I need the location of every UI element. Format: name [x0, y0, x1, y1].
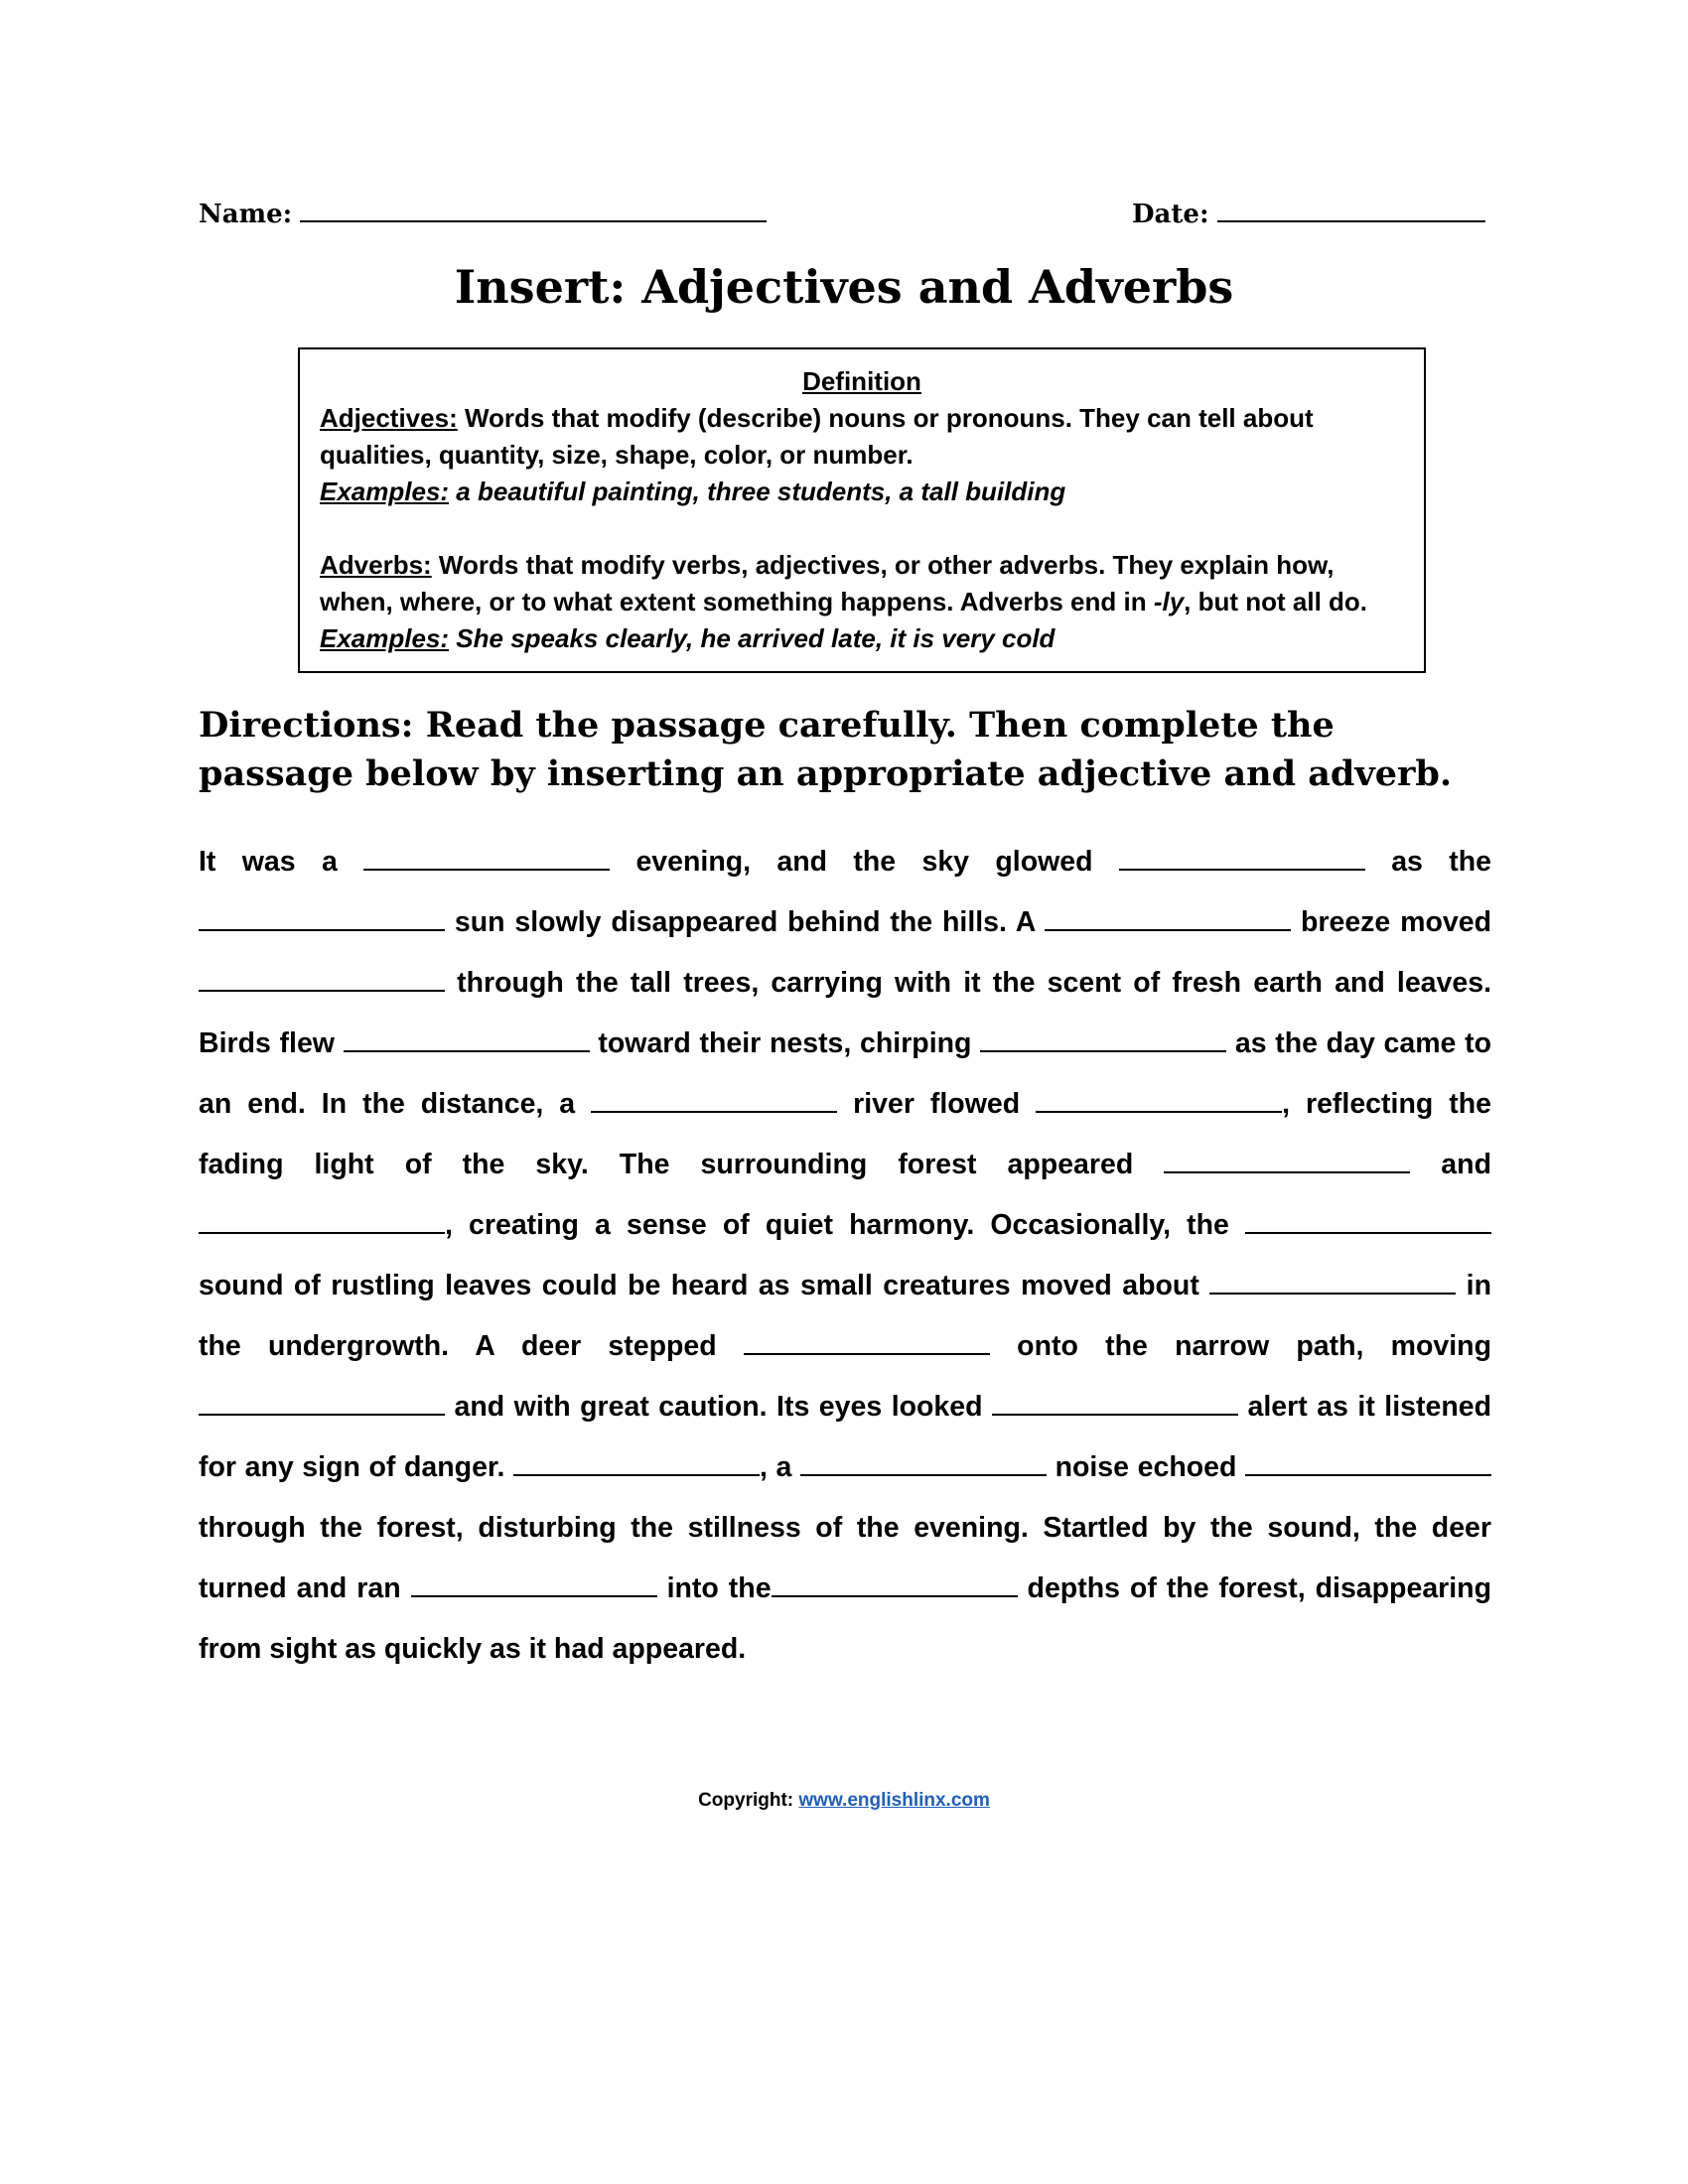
adjectives-examples — [320, 474, 1404, 510]
answer-blank[interactable] — [199, 1212, 445, 1234]
answer-blank[interactable] — [1119, 849, 1365, 871]
date-line[interactable] — [1217, 199, 1485, 222]
adverbs-definition — [320, 547, 1404, 620]
answer-blank[interactable] — [772, 1575, 1018, 1597]
answer-blank[interactable] — [199, 1394, 445, 1416]
copyright — [0, 1790, 1688, 1812]
answer-blank[interactable] — [1245, 1454, 1491, 1476]
answer-blank[interactable] — [591, 1091, 837, 1113]
passage — [199, 832, 1491, 1680]
passage-text: breeze moved — [1291, 906, 1492, 938]
answer-blank[interactable] — [199, 970, 445, 992]
definition-heading: Definition — [802, 366, 921, 396]
answer-blank[interactable] — [199, 909, 445, 931]
passage-text: toward their nests, chirping — [589, 1027, 981, 1059]
passage-text: alert as it listened for any sign of danger. — [199, 1391, 1491, 1483]
answer-blank[interactable] — [363, 849, 610, 871]
answer-blank[interactable] — [992, 1394, 1238, 1416]
passage-text: onto the narrow path, moving — [989, 1330, 1491, 1362]
definition-box — [298, 347, 1426, 673]
date-field[interactable] — [1132, 199, 1485, 229]
adverbs-examples-text: She speaks clearly, he arrived late, it is very cold — [449, 623, 1055, 653]
passage-text: , reflecting the fading light of the sky. The surrounding forest appeared — [199, 1088, 1491, 1180]
passage-text: as the day came to an end. In the distance, a — [199, 1027, 1491, 1120]
copyright-label: Copyright: — [698, 1790, 799, 1811]
date-label: Date: — [1132, 200, 1209, 229]
passage-text: into the — [656, 1572, 772, 1604]
passage-text: in the undergrowth. A deer stepped — [199, 1270, 1491, 1362]
adjectives-text: Words that modify (describe) nouns or pronouns. They can tell about qualities, quantity, size, shape, color, or number. — [320, 403, 1314, 470]
adjectives-examples-text: a beautiful painting, three students, a tall building — [449, 477, 1066, 506]
adjectives-definition — [320, 400, 1404, 474]
page-title: Insert: Adjectives and Adverbs — [454, 260, 1234, 314]
passage-text: evening, and the sky glowed — [610, 846, 1119, 878]
answer-blank[interactable] — [344, 1030, 590, 1052]
name-field[interactable] — [199, 199, 767, 229]
definition-spacer — [320, 510, 1404, 547]
answer-blank[interactable] — [1045, 909, 1291, 931]
copyright-link[interactable]: www.englishlinx.com — [798, 1790, 990, 1811]
adjectives-term: Adjectives: — [320, 403, 458, 433]
passage-text: , a — [759, 1451, 800, 1483]
passage-text: sun slowly disappeared behind the hills. A — [445, 906, 1046, 938]
header-row — [199, 199, 1489, 238]
adverbs-text-1: Words that modify verbs, adjectives, or other adverbs. They explain how, when, where, or to what extent something happens. Adverbs end in — [320, 550, 1335, 616]
adverbs-text-2: , but not all do. — [1184, 587, 1368, 616]
adverbs-examples-label: Examples: — [320, 623, 450, 653]
answer-blank[interactable] — [744, 1333, 990, 1355]
passage-text: as the — [1364, 846, 1491, 878]
answer-blank[interactable] — [1036, 1091, 1282, 1113]
directions: Directions: Read the passage carefully. Then complete the passage below by inserting an appropriate adjective and adverb. — [199, 705, 1453, 794]
passage-text: It was a — [199, 846, 364, 878]
name-line[interactable] — [300, 199, 767, 222]
answer-blank[interactable] — [1245, 1212, 1491, 1234]
passage-text: depths of the forest, disappearing from sight as quickly as it had appeared. — [199, 1572, 1491, 1665]
passage-text: noise echoed — [1046, 1451, 1245, 1483]
answer-blank[interactable] — [800, 1454, 1047, 1476]
answer-blank[interactable] — [1164, 1152, 1410, 1173]
name-label: Name: — [199, 200, 293, 229]
adjectives-examples-label: Examples: — [320, 477, 450, 506]
passage-text: through the tall trees, carrying with it the scent of fresh earth and leaves. Birds flew — [199, 967, 1491, 1059]
passage-text: , creating a sense of quiet harmony. Occasionally, the — [445, 1209, 1245, 1241]
adverbs-term: Adverbs: — [320, 550, 432, 580]
adverbs-ly: -ly — [1153, 587, 1185, 616]
adverbs-examples — [320, 620, 1404, 657]
passage-text: and with great caution. Its eyes looked — [445, 1391, 993, 1423]
answer-blank[interactable] — [1209, 1273, 1456, 1295]
passage-text: through the forest, disturbing the stillness of the evening. Startled by the sound, the deer turned and ran — [199, 1512, 1491, 1604]
answer-blank[interactable] — [513, 1454, 760, 1476]
answer-blank[interactable] — [980, 1030, 1226, 1052]
passage-text: and — [1410, 1149, 1491, 1180]
answer-blank[interactable] — [411, 1575, 657, 1597]
passage-text: river flowed — [837, 1088, 1037, 1120]
passage-text: sound of rustling leaves could be heard as small creatures moved about — [199, 1270, 1210, 1301]
